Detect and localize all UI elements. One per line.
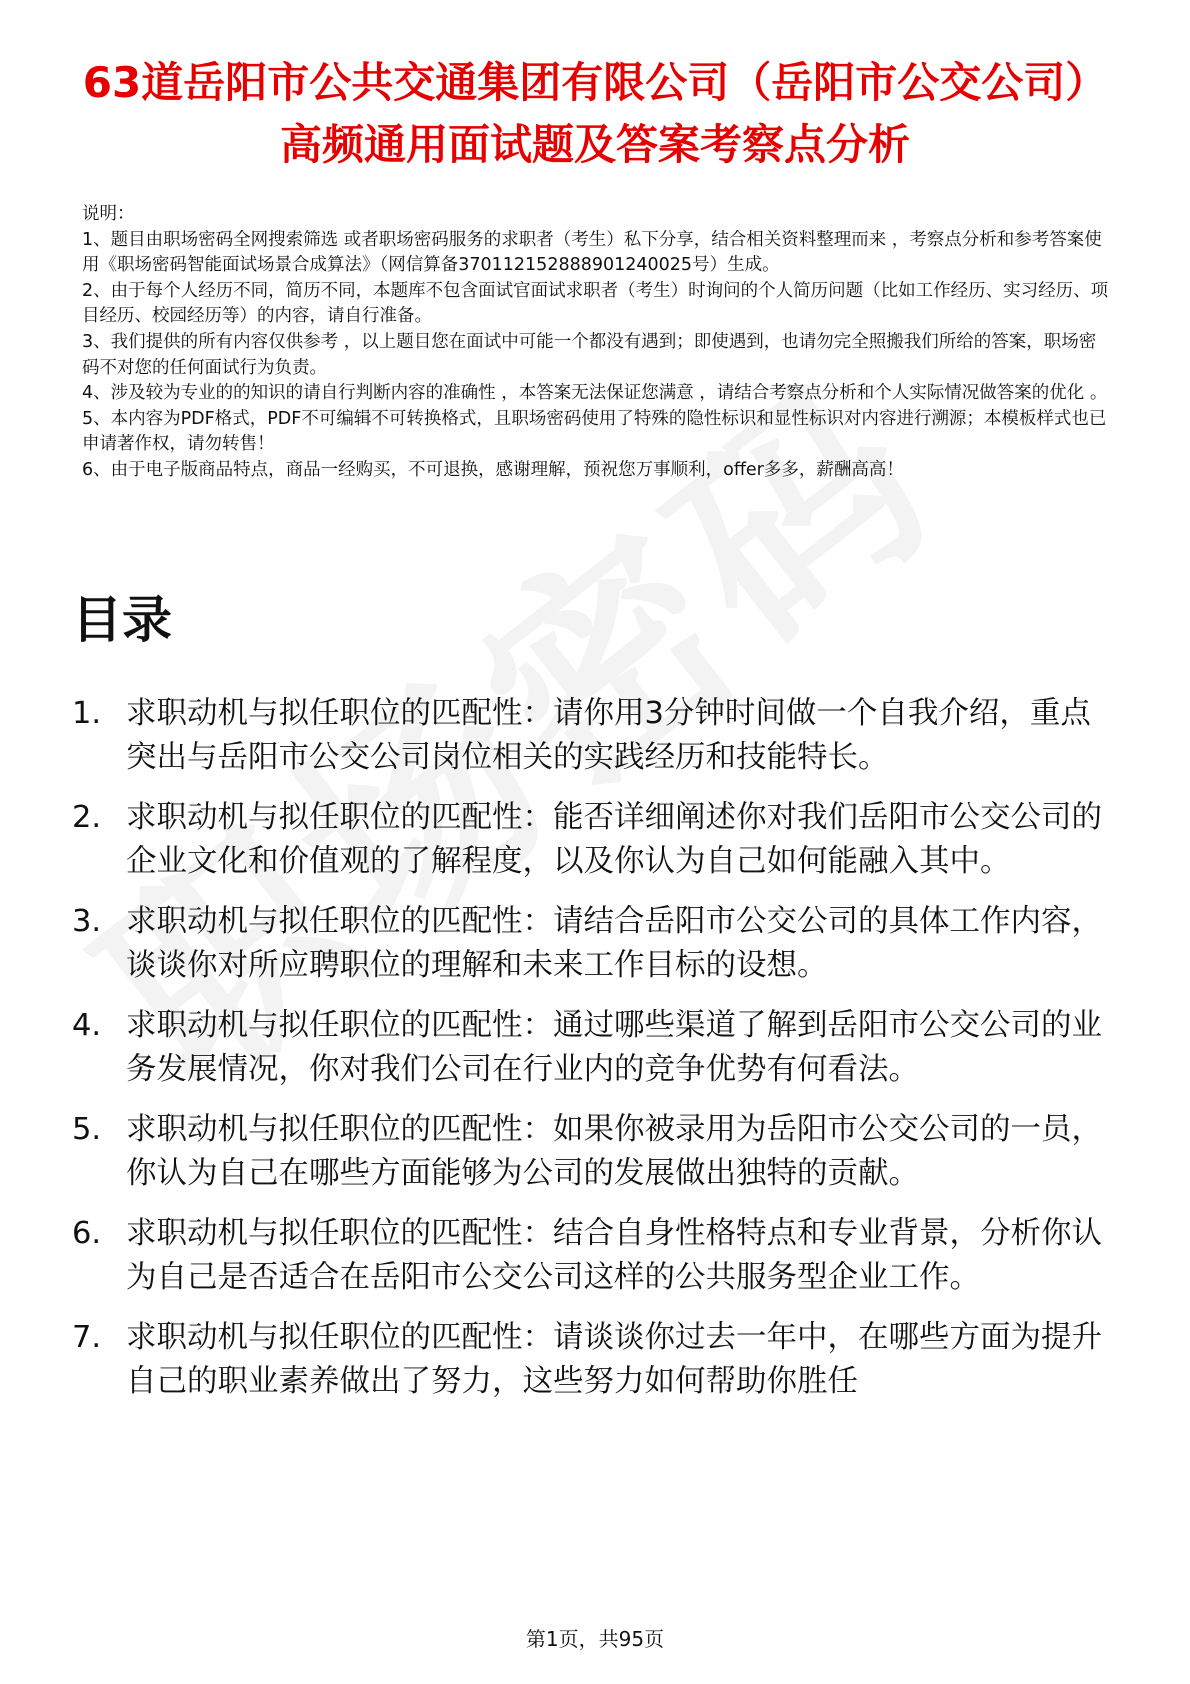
toc-item-text: 求职动机与拟任职位的匹配性：请谈谈你过去一年中，在哪些方面为提升自己的职业素养做出了努力，这些努力如何帮助你胜任 (126, 1320, 1102, 1399)
toc-item-number: 3. (72, 904, 102, 939)
toc-item-number: 7. (72, 1320, 102, 1355)
note-item: 6、由于电子版商品特点，商品一经购买，不可退换，感谢理解，预祝您万事顺利，offer多多，薪酬高高！ (82, 459, 904, 480)
note-item: 1、题目由职场密码全网搜索筛选 或者职场密码服务的求职者（考生）私下分享，结合相关资料整理而来 ，考察点分析和参考答案使用《职场密码智能面试场景合成算法》（网信算备370112152888901240025号）生成。 (82, 229, 1102, 276)
toc-item-text: 求职动机与拟任职位的匹配性：请你用3分钟时间做一个自我介绍，重点突出与岳阳市公交公司岗位相关的实践经历和技能特长。 (126, 696, 1091, 775)
toc-item-number: 5. (72, 1112, 102, 1147)
toc-item-number: 2. (72, 800, 102, 835)
toc-item-text: 求职动机与拟任职位的匹配性：能否详细阐述你对我们岳阳市公交公司的企业文化和价值观的了解程度，以及你认为自己如何能融入其中。 (126, 800, 1102, 879)
toc-item-text: 求职动机与拟任职位的匹配性：如果你被录用为岳阳市公交公司的一员，你认为自己在哪些方面能够为公司的发展做出独特的贡献。 (126, 1112, 1102, 1191)
toc-item[interactable] (72, 1004, 1112, 1092)
toc-item-number: 4. (72, 1008, 102, 1043)
toc-item-text: 求职动机与拟任职位的匹配性：通过哪些渠道了解到岳阳市公交公司的业务发展情况，你对我们公司在行业内的竞争优势有何看法。 (126, 1008, 1102, 1087)
note-item: 5、本内容为PDF格式，PDF不可编辑不可转换格式，且职场密码使用了特殊的隐性标识和显性标识对内容进行溯源；本模板样式也已申请著作权，请勿转售！ (82, 408, 1107, 455)
page-footer: 第1页，共95页 (525, 1627, 665, 1651)
toc-item[interactable] (72, 900, 1112, 988)
toc-item-text: 求职动机与拟任职位的匹配性：请结合岳阳市公交公司的具体工作内容，谈谈你对所应聘职位的理解和未来工作目标的设想。 (126, 904, 1102, 983)
toc-item[interactable] (72, 1212, 1112, 1300)
document-title: 63道岳阳市公共交通集团有限公司（岳阳市公交公司）高频通用面试题及答案考察点分析 (82, 58, 1108, 169)
toc-item[interactable] (72, 1316, 1112, 1404)
toc-item[interactable] (72, 1108, 1112, 1196)
toc-item-number: 6. (72, 1216, 102, 1251)
note-item: 2、由于每个人经历不同，简历不同，本题库不包含面试官面试求职者（考生）时询问的个人简历问题（比如工作经历、实习经历、项目经历、校园经历等）的内容，请自行准备。 (82, 280, 1109, 327)
toc-heading: 目录 (72, 591, 172, 649)
toc-list (72, 692, 1112, 1420)
toc-item-text: 求职动机与拟任职位的匹配性：结合自身性格特点和专业背景，分析你认为自己是否适合在岳阳市公交公司这样的公共服务型企业工作。 (126, 1216, 1102, 1295)
note-item: 4、涉及较为专业的的知识的请自行判断内容的准确性 ，本答案无法保证您满意 ，请结合考察点分析和个人实际情况做答案的优化 。 (82, 383, 1108, 404)
toc-item[interactable] (72, 796, 1112, 884)
note-item: 3、我们提供的所有内容仅供参考 ，以上题目您在面试中可能一个都没有遇到；即使遇到，也请勿完全照搬我们所给的答案，职场密码不对您的任何面试行为负责。 (82, 331, 1097, 378)
notes-heading: 说明： (82, 204, 135, 224)
toc-item-number: 1. (72, 696, 102, 731)
toc-item[interactable] (72, 692, 1112, 780)
notes-section (82, 202, 1112, 484)
